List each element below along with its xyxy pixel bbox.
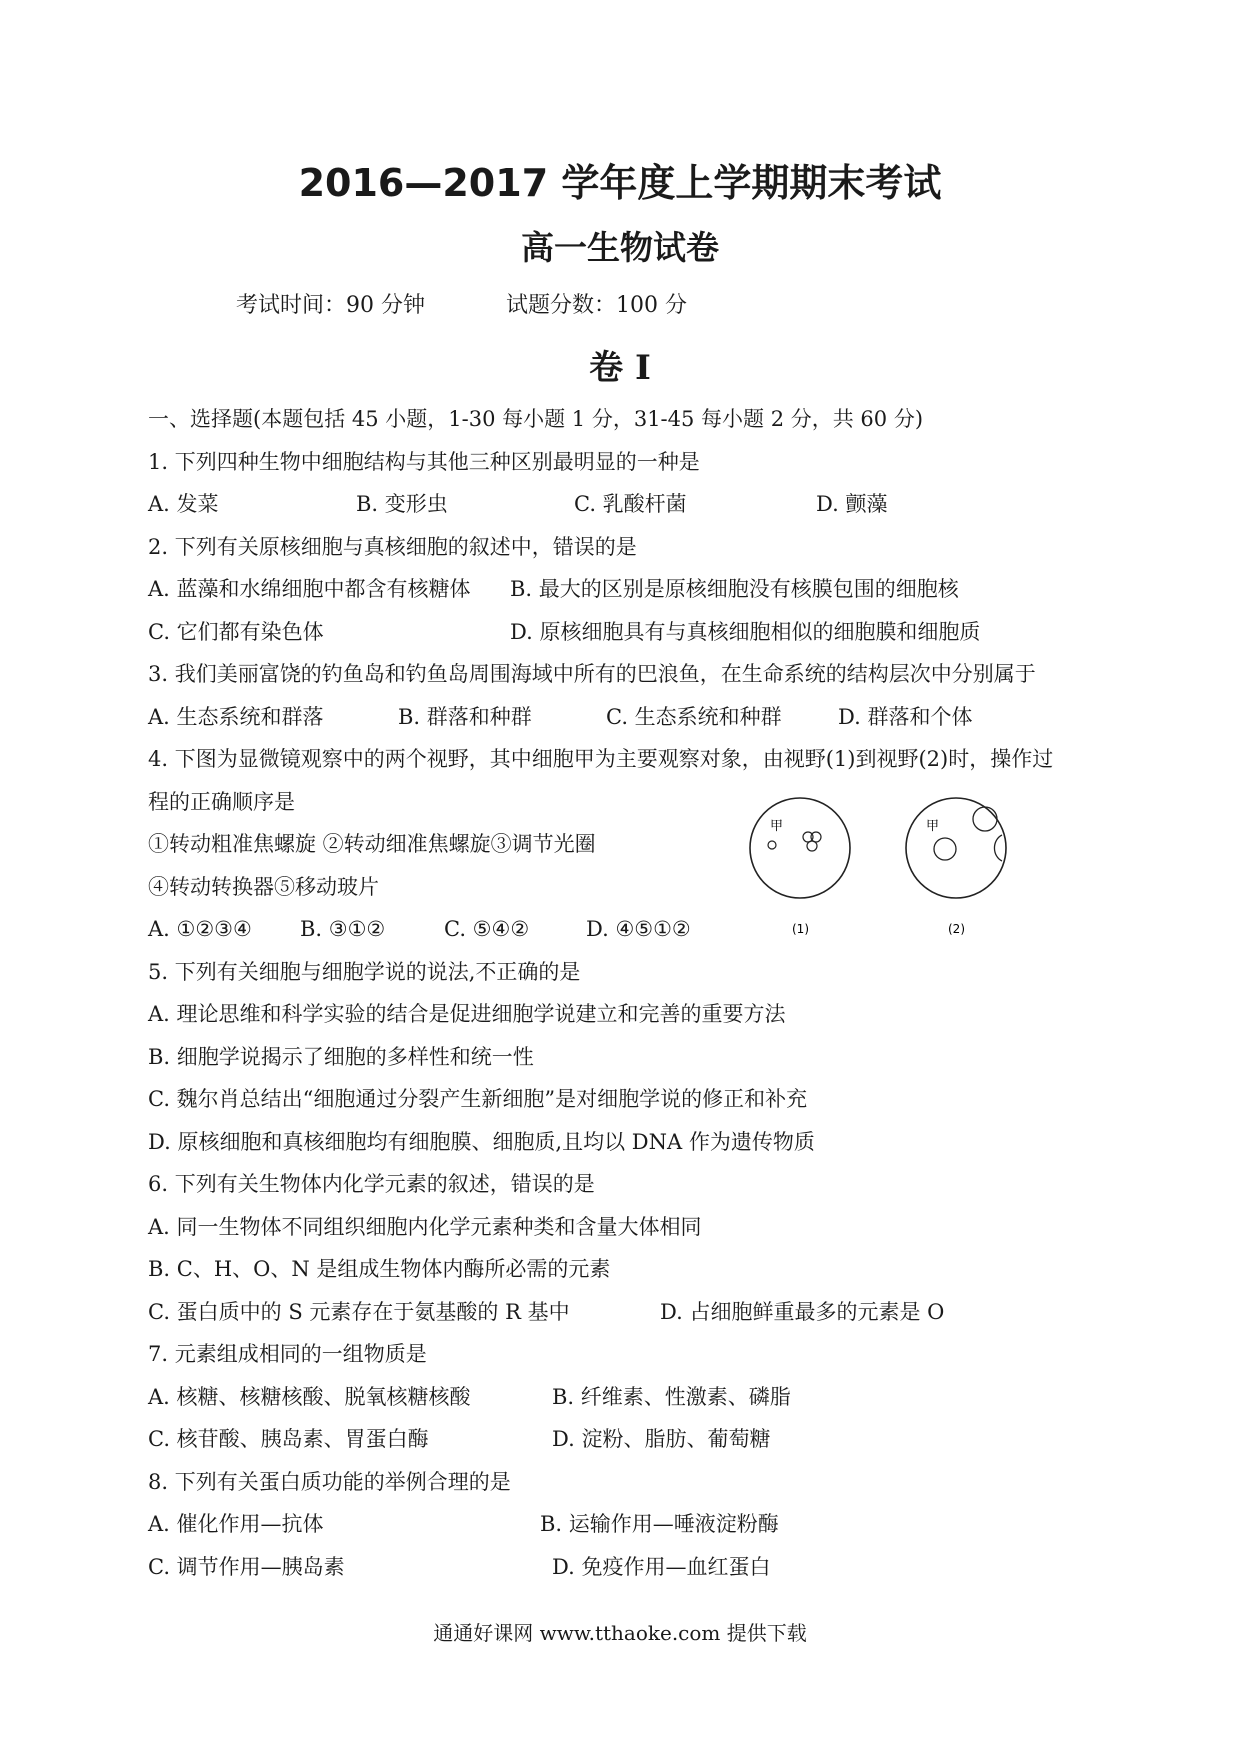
q8-stem: 8. 下列有关蛋白质功能的举例合理的是	[148, 1469, 511, 1494]
q1-options	[148, 483, 1148, 526]
exam-time: 考试时间：90 分钟	[236, 293, 425, 318]
q4-option-c: C. ⑤④②	[444, 917, 530, 941]
view-2-cell-edge	[994, 835, 1002, 861]
section-heading: 卷 I	[589, 348, 651, 388]
view-2-cell	[973, 807, 997, 831]
footer-source: 通通好课网 www.tthaoke.com 提供下载	[433, 1621, 807, 1645]
q6-option-c: C. 蛋白质中的 S 元素存在于氨基酸的 R 基中	[148, 1299, 570, 1324]
exam-score: 试题分数：100 分	[506, 293, 687, 318]
q1-stem: 1. 下列四种生物中细胞结构与其他三种区别最明显的一种是	[148, 449, 700, 474]
q4-stem-1: 4. 下图为显微镜观察中的两个视野，其中细胞甲为主要观察对象，由视野(1)到视野(2)时，操作过	[148, 747, 1054, 771]
view-1-field	[750, 798, 850, 898]
q4-stem-2: 程的正确顺序是	[148, 789, 295, 814]
q3-option-a: A. 生态系统和群落	[148, 704, 324, 729]
q1-option-d: D. 颤藻	[816, 492, 888, 516]
q8-option-c: C. 调节作用—胰岛素	[148, 1554, 345, 1579]
q2-option-c: C. 它们都有染色体	[148, 619, 324, 644]
instructions: 一、选择题(本题包括 45 小题，1-30 每小题 1 分，31-45 每小题 2 分，共 60 分)	[148, 407, 924, 431]
q3-stem: 3. 我们美丽富饶的钓鱼岛和钓鱼岛周围海域中所有的巴浪鱼，在生命系统的结构层次中分别属于	[148, 662, 1036, 686]
q6-option-a: A. 同一生物体不同组织细胞内化学元素种类和含量大体相同	[148, 1214, 702, 1239]
q5-option-d: D. 原核细胞和真核细胞均有细胞膜、细胞质,且均以 DNA 作为遗传物质	[148, 1129, 815, 1154]
q6-options-cd	[148, 1291, 1148, 1334]
q1-option-c: C. 乳酸杆菌	[574, 492, 687, 516]
view-2-cell-jia	[934, 838, 956, 860]
q7-option-c: C. 核苷酸、胰岛素、胃蛋白酶	[148, 1427, 429, 1451]
q1-option-a: A. 发菜	[148, 492, 219, 516]
q8-option-d: D. 免疫作用—血红蛋白	[552, 1554, 771, 1579]
view-1-cell	[807, 841, 817, 851]
q2-option-a: A. 蓝藻和水绵细胞中都含有核糖体	[148, 577, 471, 601]
q7-option-a: A. 核糖、核糖核酸、脱氧核糖核酸	[148, 1384, 471, 1409]
q4-option-b: B. ③①②	[300, 917, 386, 941]
q8-option-a: A. 催化作用—抗体	[148, 1512, 324, 1536]
q2-option-b: B. 最大的区别是原核细胞没有核膜包围的细胞核	[510, 577, 959, 601]
view-1-label-jia: 甲	[770, 819, 784, 834]
q7-option-b: B. 纤维素、性激素、磷脂	[552, 1384, 791, 1409]
q8-option-b: B. 运输作用—唾液淀粉酶	[540, 1512, 779, 1536]
microscope-views-figure	[748, 795, 1018, 945]
q3-option-b: B. 群落和种群	[398, 704, 532, 729]
q1-option-b: B. 变形虫	[356, 492, 448, 516]
q2-options-cd	[148, 611, 1148, 654]
q4-operations-2: ④转动转换器⑤移动玻片	[148, 874, 379, 899]
q3-option-c: C. 生态系统和种群	[606, 704, 782, 729]
q6-option-d: D. 占细胞鲜重最多的元素是 O	[660, 1299, 945, 1324]
q4-operations-1: ①转动粗准焦螺旋 ②转动细准焦螺旋③调节光圈	[148, 832, 596, 856]
view-2-label-jia: 甲	[926, 819, 940, 834]
q2-option-d: D. 原核细胞具有与真核细胞相似的细胞膜和细胞质	[510, 619, 981, 644]
q5-option-c: C. 魏尔肖总结出“细胞通过分裂产生新细胞”是对细胞学说的修正和补充	[148, 1087, 808, 1111]
q8-options-ab	[148, 1503, 1148, 1546]
q6-stem: 6. 下列有关生物体内化学元素的叙述，错误的是	[148, 1172, 595, 1196]
q7-stem: 7. 元素组成相同的一组物质是	[148, 1342, 427, 1366]
q4-option-a: A. ①②③④	[148, 917, 252, 941]
q2-stem: 2. 下列有关原核细胞与真核细胞的叙述中，错误的是	[148, 534, 637, 559]
q5-stem: 5. 下列有关细胞与细胞学说的说法,不正确的是	[148, 959, 581, 984]
exam-title: 2016—2017 学年度上学期期末考试	[298, 161, 942, 205]
q4-option-d: D. ④⑤①②	[586, 917, 691, 941]
q7-options-cd	[148, 1418, 1148, 1461]
q7-options-ab	[148, 1376, 1148, 1419]
q5-option-b: B. 细胞学说揭示了细胞的多样性和统一性	[148, 1044, 534, 1069]
exam-subtitle: 高一生物试卷	[521, 228, 719, 267]
q3-option-d: D. 群落和个体	[838, 704, 973, 729]
view-1-cell-jia	[768, 841, 776, 849]
q8-options-cd	[148, 1546, 1148, 1589]
view-1-caption: (1)	[792, 922, 809, 936]
q2-options-ab	[148, 568, 1148, 611]
view-1	[750, 798, 850, 936]
view-2-caption: (2)	[948, 922, 965, 936]
view-2	[906, 798, 1006, 936]
q7-option-d: D. 淀粉、脂肪、葡萄糖	[552, 1427, 771, 1451]
question-body	[148, 398, 1148, 1588]
q6-option-b: B. C、H、O、N 是组成生物体内酶所必需的元素	[148, 1257, 611, 1281]
q5-option-a: A. 理论思维和科学实验的结合是促进细胞学说建立和完善的重要方法	[148, 1002, 786, 1026]
q3-options	[148, 696, 1148, 739]
